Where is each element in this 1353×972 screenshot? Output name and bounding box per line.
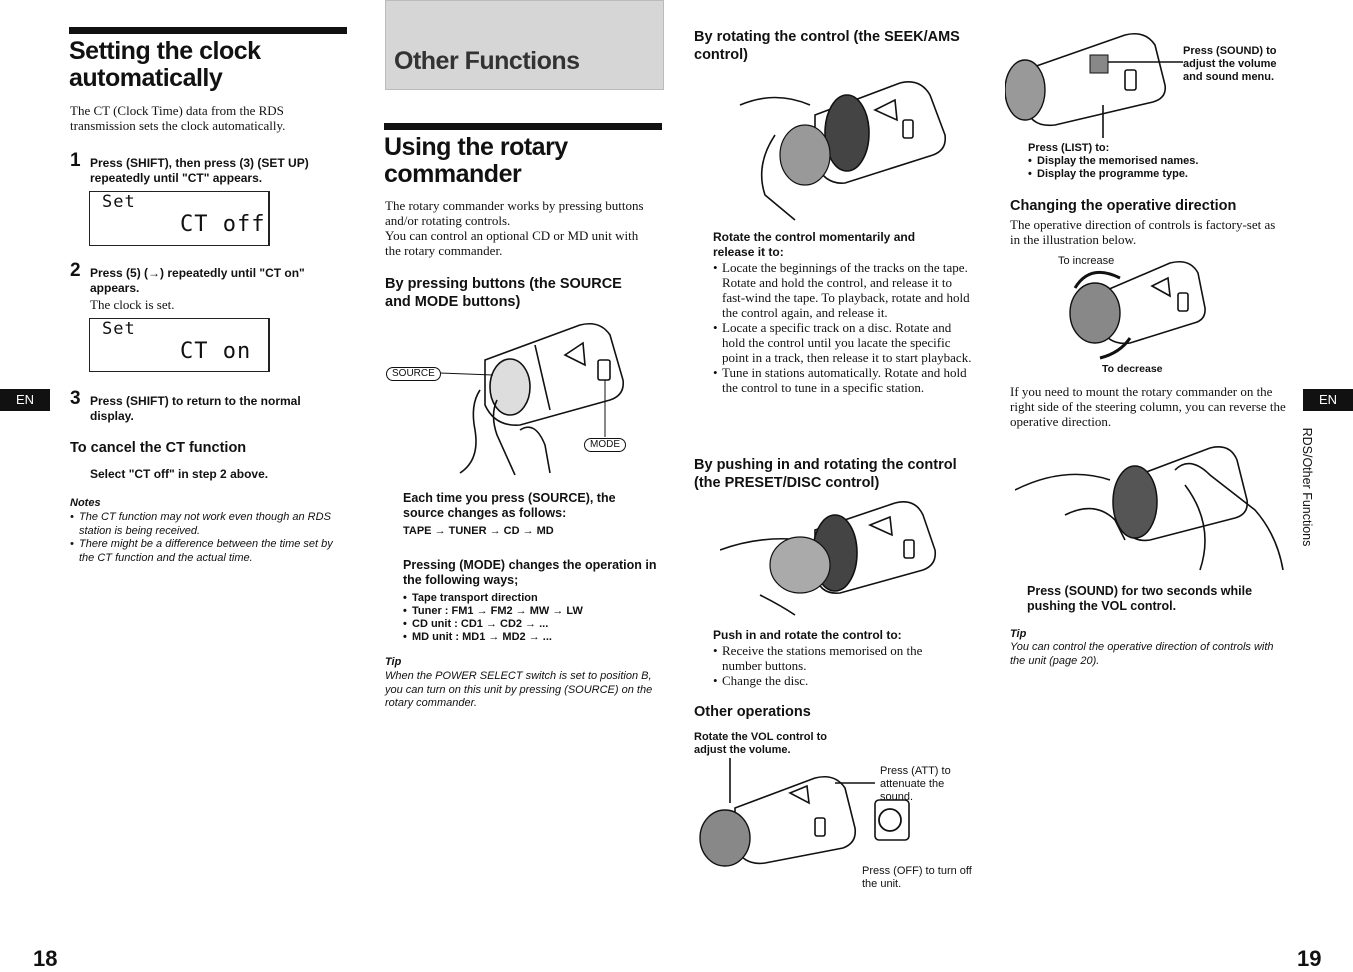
lcd-display-ct-off (89, 191, 270, 246)
rotary-intro-1: The rotary commander works by pressing buttons and/or rotating controls. (385, 198, 644, 228)
page-number-right: 19 (1297, 946, 1322, 971)
mode-label-box: MODE (584, 438, 626, 452)
vol-control-text: Rotate the VOL control to adjust the volume. (694, 731, 828, 756)
sound-two-seconds-text: Press (SOUND) for two seconds while pushing the VOL control. (1027, 584, 1253, 613)
side-running-title: RDS/Other Functions (1300, 427, 1314, 547)
rotate-item: • Locate a specific track on a disc. Rotate and hold the control until you lacate the specific point in a track, then release it to start playback. (713, 320, 973, 365)
push-item: • Receive the stations memorised on the number buttons. (713, 643, 958, 673)
list-items (1028, 155, 1278, 181)
list-item: • Display the memorised names. (1028, 155, 1278, 168)
language-tab-left: EN (0, 389, 50, 411)
off-button (875, 800, 909, 840)
list-button-text: Press (LIST) to: (1028, 142, 1110, 154)
rotate-momentarily-heading: Rotate the control momentarily and release it to: (713, 230, 916, 259)
section-title-rotary: Using the rotary commander (384, 133, 568, 188)
vol-control (700, 810, 750, 866)
mode-item: • MD unit : MD1 → MD2 → ... (403, 631, 658, 644)
clock-intro: The CT (Clock Time) data from the RDS transmission sets the clock automatically. (70, 103, 286, 133)
tip-text-middle: When the POWER SELECT switch is set to position B, you can turn on this unit by pressing (SOURCE) on the rotary commander. (385, 670, 653, 709)
source-sequence: TAPE → TUNER → CD → MD (403, 525, 554, 537)
top-rule-middle (384, 123, 662, 130)
vol-control (1113, 466, 1157, 538)
pressing-buttons-heading: By pressing buttons (the SOURCE and MODE buttons) (385, 276, 622, 310)
rotate-item: • Tune in stations automatically. Rotate and hold the control to tune in a specific station. (713, 365, 973, 395)
seek-ams-rotate-illustration (735, 75, 955, 225)
source-knob (490, 359, 530, 415)
tip-text-right: You can control the operative direction of controls with the unit (page 20). (1010, 641, 1274, 667)
banner-title: Other Functions (394, 47, 580, 75)
att-text: Press (ATT) to attenuate the sound. (880, 765, 951, 803)
cancel-heading: To cancel the CT function (70, 440, 247, 456)
left-hand (1015, 474, 1110, 490)
step-1-text: Press (SHIFT), then press (3) (SET UP) repeatedly until "CT" appears. (90, 156, 309, 185)
operative-direction-heading: Changing the operative direction (1010, 198, 1237, 214)
each-time-source-text: Each time you press (SOURCE), the source changes as follows: (403, 491, 616, 520)
operative-direction-text: The operative direction of controls is factory-set as in the illustration below. (1010, 217, 1276, 247)
sound-list-illustration (1005, 30, 1185, 140)
pressing-mode-text: Pressing (MODE) changes the operation in the following ways; (403, 558, 657, 587)
sound-button (1090, 55, 1108, 73)
lcd-top-text: Set (102, 319, 136, 339)
step-3-text: Press (SHIFT) to return to the normal display. (90, 394, 301, 423)
remote-body (1025, 34, 1165, 126)
note-item: • There might be a difference between the time set by the CT function and the actual time. (70, 538, 338, 565)
source-label-box: SOURCE (386, 367, 441, 381)
push-rotate-heading: Push in and rotate the control to: (713, 628, 902, 642)
section-title-clock: Setting the clock automatically (69, 37, 261, 92)
notes-list (70, 511, 338, 565)
other-operations-heading: Other operations (694, 704, 811, 720)
notes-heading: Notes (70, 497, 101, 509)
step-3-number: 3 (70, 388, 81, 409)
sound-button-text: Press (SOUND) to adjust the volume and sound menu. (1183, 45, 1277, 83)
lcd-display-ct-on (89, 318, 270, 372)
mode-items-list (403, 592, 658, 644)
off-text: Press (OFF) to turn off the unit. (862, 865, 972, 890)
mode-item: • Tuner : FM1 → FM2 → MW → LW (403, 605, 658, 618)
step-2-sub: The clock is set. (90, 297, 175, 312)
tip-heading-right: Tip (1010, 628, 1027, 640)
note-item: • The CT function may not work even though an RDS station is being received. (70, 511, 338, 538)
list-item: • Display the programme type. (1028, 168, 1278, 181)
seek-ams-control (825, 95, 869, 171)
lcd-main-text: CT on (180, 339, 252, 364)
push-item: • Change the disc. (713, 673, 958, 688)
rotate-item: • Locate the beginnings of the tracks on the tape. Rotate and hold the control, and release it to fast-wind the tape. To playback, rotate and hold the control again, and release it. (713, 260, 973, 320)
push-items-list (713, 643, 958, 688)
mode-item: • Tape transport direction (403, 592, 658, 605)
page-number-left: 18 (33, 946, 58, 971)
remote-body (735, 777, 855, 864)
top-rule-left (69, 27, 347, 34)
mode-item: • CD unit : CD1 → CD2 → ... (403, 618, 658, 631)
reverse-direction-illustration (1015, 440, 1290, 575)
control-knob (1070, 283, 1120, 343)
preset-disc-push-illustration (720, 495, 940, 620)
seek-ams-heading: By rotating the control (the SEEK/AMS control) (694, 29, 960, 63)
tip-heading-middle: Tip (385, 656, 402, 668)
to-decrease-label: To decrease (1102, 363, 1163, 375)
right-hand (1175, 464, 1283, 570)
cancel-text: Select "CT off" in step 2 above. (90, 467, 269, 481)
rotary-intro-2: You can control an optional CD or MD unit with the rotary commander. (385, 228, 639, 258)
step-2-text: Press (5) (→) repeatedly until "CT on" appears. (90, 266, 305, 295)
step-1-number: 1 (70, 150, 81, 171)
preset-disc-heading: By pushing in and rotating the control (the PRESET/DISC control) (694, 457, 957, 491)
mount-right-side-text: If you need to mount the rotary commander on the right side of the steering column, you can reverse the operative direction. (1010, 384, 1286, 429)
other-functions-banner (385, 0, 664, 90)
language-tab-right: EN (1303, 389, 1353, 411)
step-2-number: 2 (70, 260, 81, 281)
rotate-items-list (713, 260, 973, 395)
lcd-main-text: CT off (180, 212, 266, 237)
to-increase-label: To increase (1058, 255, 1115, 267)
lcd-top-text: Set (102, 192, 136, 212)
operative-direction-illustration (1060, 258, 1210, 363)
